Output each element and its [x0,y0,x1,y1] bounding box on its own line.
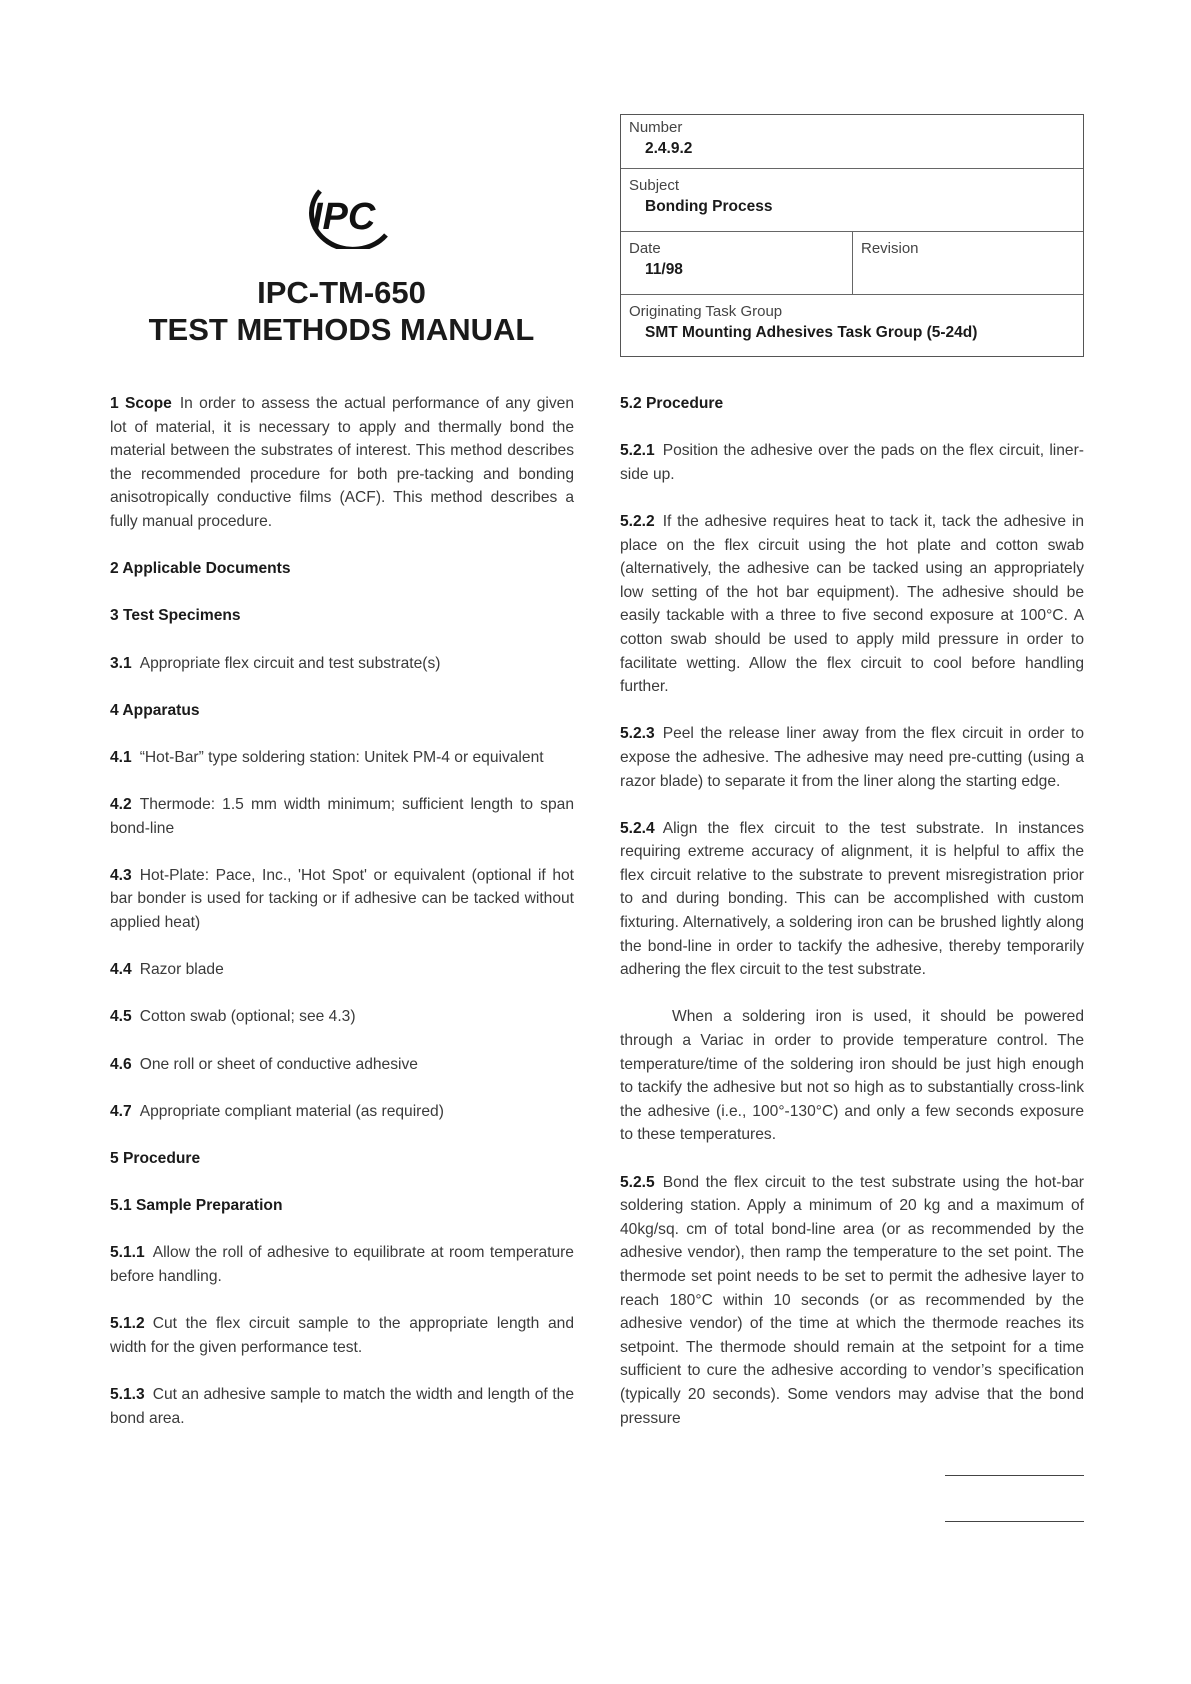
paragraph-text: Peel the release liner away from the flex circuit in order to expose the adhesive. The adhesive may need pre-cutting (using a razor blade) to separate it from the liner along the starting edge. [620,725,1084,790]
paragraph [110,1005,574,1029]
section-heading: 2 Applicable Documents [110,560,291,578]
paragraph [620,439,1084,486]
section-heading: 4 Apparatus [110,701,200,719]
paragraph-text: Cut an adhesive sample to match the width and length of the bond area. [110,1385,574,1427]
section-number: 5.2.3 [620,725,655,743]
paragraph-text: Cut the flex circuit sample to the appropriate length and width for the given performance test. [110,1315,574,1356]
paragraph [110,1241,574,1288]
section-number: 5.2.1 [620,442,655,460]
paragraph [620,510,1084,699]
footer-rule [945,1521,1084,1522]
section-number: 4.6 [110,1055,132,1073]
task-group-value: SMT Mounting Adhesives Task Group (5-24d) [645,324,978,341]
number-value: 2.4.9.2 [645,140,693,157]
paragraph [620,817,1084,982]
paragraph [110,652,574,676]
paragraph [110,864,574,935]
paragraph [110,1053,574,1077]
paragraph-text: Razor blade [139,961,224,979]
section-number: 5.2.2 [620,512,655,530]
date-revision-row [621,232,1083,295]
left-column [110,392,574,1454]
paragraph-text: Hot-Plate: Pace, Inc., 'Hot Spot' or equivalent (optional if hot bar bonder is used for tacking or if adhesive can be tacked without applied heat) [110,866,574,932]
paragraph-text: Appropriate compliant material (as required) [139,1102,444,1120]
paragraph [110,392,574,534]
manual-title: TEST METHODS MANUAL [148,312,535,347]
right-column [620,392,1084,1454]
section-number: 4.1 [110,748,132,766]
paragraph-text: Align the flex circuit to the test substrate. In instances requiring extreme accuracy of alignment, it is helpful to affix the flex circuit relative to the substrate to prevent misregistration prior to and during bonding. This can be accomplished with custom fixturing. Alternatively, a soldering iron can be brushed lightly along the bond-line in order to tackify the adhesive, thereby temporarily adhering the flex circuit to the test substrate. [620,819,1084,979]
date-label: Date [629,240,661,257]
section-number: 5.1.1 [110,1244,145,1262]
paragraph [110,1383,574,1430]
number-row [621,115,1083,169]
paragraph-text: One roll or sheet of conductive adhesive [139,1055,418,1073]
revision-label: Revision [861,240,919,257]
paragraph-text: When a soldering iron is used, it should be powered through a Variac in order to provide temperature control. The temperature/time of the soldering iron should be just high enough to tackify the adhesive but not so high as to substantially cross-link the adhesive (i.e., 100°-130°C) and only a few seconds exposure to these temperatures. [620,1008,1084,1144]
paragraph-text: Allow the roll of adhesive to equilibrate at room temperature before handling. [110,1244,574,1285]
section-number: 4.4 [110,961,132,979]
subject-label: Subject [629,177,680,194]
number-label: Number [629,119,683,136]
footer-rule [945,1475,1084,1476]
section-number: 1 Scope [110,395,172,412]
paragraph-text: In order to assess the actual performance of any given lot of material, it is necessary to apply and thermally bond the material between the substrates of interest. This method describes the recommended procedure for both pre-tacking and bonding anisotropically conductive films (ACF). This method describes a fully manual procedure. [110,395,574,530]
section-heading: 5.2 Procedure [620,395,724,412]
section-number: 5.2.5 [620,1173,655,1191]
date-value: 11/98 [645,261,683,278]
task-group-row [621,295,1083,357]
paragraph-text: If the adhesive requires heat to tack it, tack the adhesive in place on the flex circuit using the hot plate and cotton swab (alternatively, the adhesive can be tacked using an appropriately low setting of the hot bar equipment). The adhesive should be easily tackable with a three to five second exposure at 100°C. A cotton swab should be used to apply mild pressure in order to facilitate wetting. Allow the flex circuit to cool before handling further. [620,512,1084,696]
paragraph [620,1005,1084,1147]
subject-value: Bonding Process [645,198,773,215]
document-info-box [620,114,1084,357]
section-number: 5.1.3 [110,1385,145,1403]
section-number: 5.2.4 [620,819,655,837]
section-heading: 3 Test Specimens [110,607,241,625]
paragraph-text: Thermode: 1.5 mm width minimum; sufficient length to span bond-line [110,796,574,837]
section-number: 4.2 [110,796,132,814]
date-cell [621,232,853,294]
section-number: 5.1.2 [110,1315,145,1333]
paragraph [110,1312,574,1359]
section-number: 3.1 [110,654,132,672]
ipc-logo [290,185,400,249]
paragraph [110,958,574,982]
task-group-label: Originating Task Group [629,303,783,320]
paragraph-text: Bond the flex circuit to the test substrate using the hot-bar soldering station. Apply a minimum of 20 kg and a maximum of 40kg/sq. cm of total bond-line area (or as recommended by the adhesive vendor), then ramp the temperature to the set point. The thermode set point needs to be set to permit the adhesive layer to reach 180°C within 10 seconds (or as recommended by the adhesive vendor) of the time at which the thermode reaches its setpoint. The thermode should remain at the setpoint for a time sufficient to cure the adhesive according to vendor’s specification (typically 20 seconds). Some vendors may advise that the bond pressure [620,1173,1084,1427]
paragraph-text: Appropriate flex circuit and test substrate(s) [139,654,441,672]
paragraph [620,722,1084,793]
section-number: 4.5 [110,1008,132,1026]
section-number: 4.7 [110,1102,132,1120]
svg-text:IPC: IPC [312,196,376,238]
paragraph-text: “Hot-Bar” type soldering station: Unitek PM-4 or equivalent [139,748,544,766]
section-heading: 5.1 Sample Preparation [110,1197,283,1215]
manual-code: IPC-TM-650 [257,275,426,310]
revision-cell [853,232,1083,294]
subject-row [621,169,1083,232]
paragraph-text: Cotton swab (optional; see 4.3) [139,1008,356,1026]
section-number: 4.3 [110,866,132,884]
paragraph [110,1100,574,1124]
paragraph-text: Position the adhesive over the pads on the flex circuit, liner-side up. [620,442,1084,483]
section-heading: 5 Procedure [110,1150,201,1167]
paragraph [620,1171,1084,1431]
paragraph [110,746,574,770]
paragraph [110,793,574,840]
